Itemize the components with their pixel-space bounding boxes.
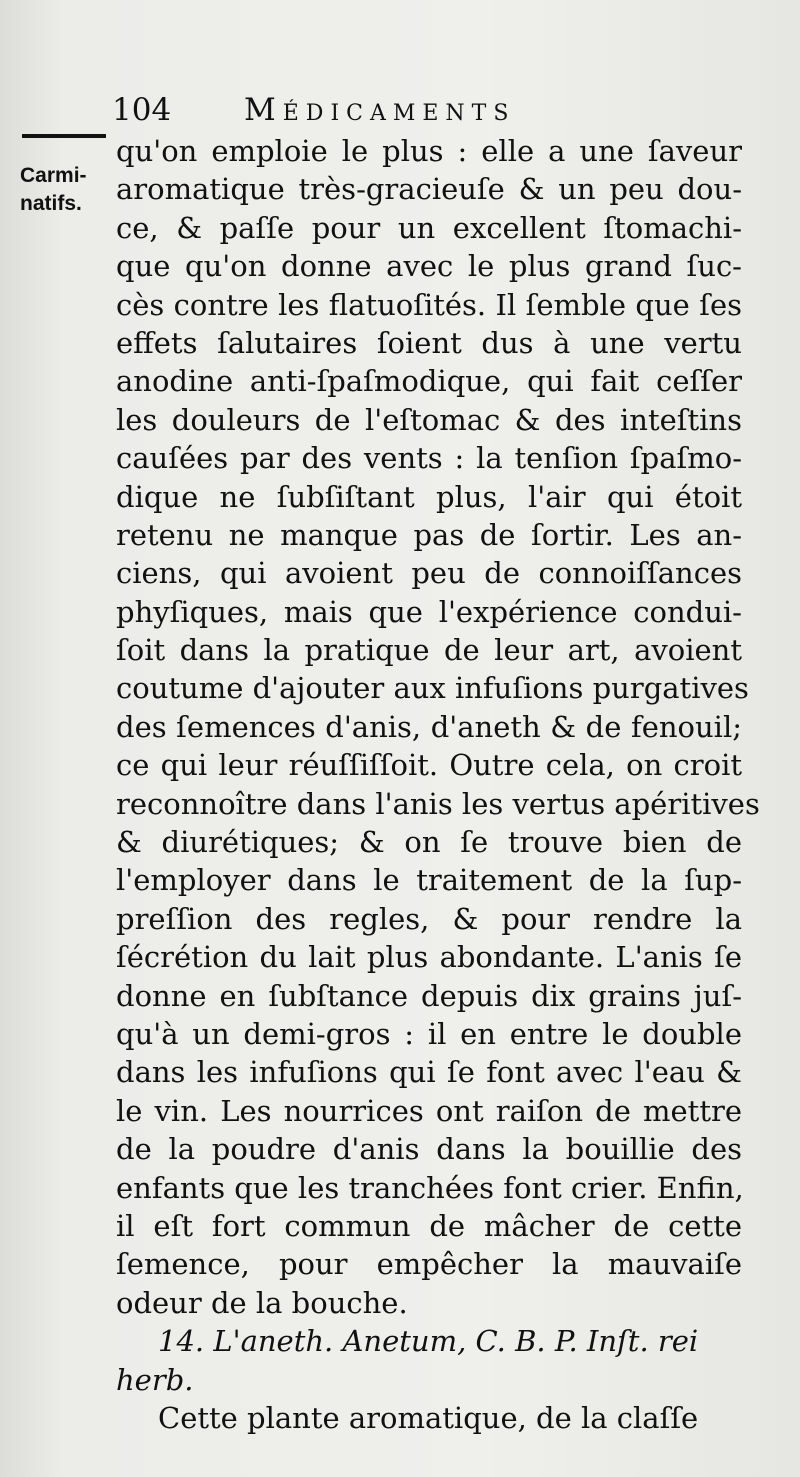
text-line: de la poudre d'anis dans la bouillie des (116, 1132, 742, 1167)
text-line: aromatique très-gracieuſe & un peu dou- (116, 172, 742, 207)
text-line: retenu ne manque pas de ſortir. Les an- (116, 517, 742, 552)
text-line: anodine anti-ſpaſmodique, qui fait ceſſer (116, 364, 742, 399)
margin-rule (22, 134, 106, 138)
reference-line: herb. (116, 1362, 194, 1397)
text-line: dans les infuſions qui ſe font avec l'eau & (116, 1055, 742, 1090)
text-line: donne en ſubſtance depuis dix grains juſ- (116, 978, 742, 1013)
text-line: ce qui leur réuſſiſſoit. Outre cela, on croit (116, 748, 742, 783)
text-line: reconnoître dans l'anis les vertus apéritives (116, 786, 760, 821)
body-text (116, 132, 760, 1437)
text-line: odeur de la bouche. (116, 1285, 408, 1320)
text-line: enfants que les tranchées font crier. Enfin, (116, 1170, 744, 1205)
text-line: que qu'on donne avec le plus grand ſuc- (116, 249, 742, 284)
text-line: ſoit dans la pratique de leur art, avoient (116, 633, 742, 668)
text-line: cès contre les flatuoſités. Il ſemble que ſes (116, 287, 742, 322)
text-line: ſemence, pour empêcher la mauvaiſe (116, 1247, 742, 1282)
text-line: les douleurs de l'eſtomac & des inteſtins (116, 402, 742, 437)
page-header (112, 92, 712, 132)
text-line: dique ne ſubſiſtant plus, l'air qui étoit (116, 479, 742, 514)
reference-line: 14. L'aneth. Anetum, C. B. P. Inſt. rei (158, 1324, 699, 1359)
page-number: 104 (112, 92, 172, 128)
text-line: Cette plante aromatique, de la claſſe (158, 1400, 699, 1435)
text-line: ciens, qui avoient peu de connoiſſances (116, 556, 742, 591)
text-line: il eſt fort commun de mâcher de cette (116, 1208, 742, 1243)
running-head: Médicaments (244, 92, 516, 128)
text-line: phyſiques, mais que l'expérience condui- (116, 594, 742, 629)
text-line: preſſion des regles, & pour rendre la (116, 901, 742, 936)
text-line: des ſemences d'anis, d'aneth & de fenouil; (116, 709, 742, 744)
text-line: ſécrétion du lait plus abondante. L'anis ſe (116, 940, 742, 975)
text-line: effets ſalutaires ſoient dus à une vertu (116, 325, 742, 360)
text-line: qu'on emploie le plus : elle a une ſaveur (116, 134, 742, 168)
text-line: le vin. Les nourrices ont raiſon de mettre (116, 1093, 742, 1128)
text-line: ce, & paſſe pour un excellent ſtomachi- (116, 210, 742, 245)
text-line: & diurétiques; & on ſe trouve bien de (116, 825, 742, 860)
text-line: coutume d'ajouter aux infuſions purgatives (116, 671, 749, 706)
margin-note: Carmi- natifs. (20, 164, 87, 215)
text-line: l'employer dans le traitement de la ſup- (116, 863, 742, 898)
text-line: qu'à un demi-gros : il en entre le double (116, 1016, 742, 1051)
text-line: cauſées par des vents : la tenſion ſpaſmo- (116, 441, 742, 476)
